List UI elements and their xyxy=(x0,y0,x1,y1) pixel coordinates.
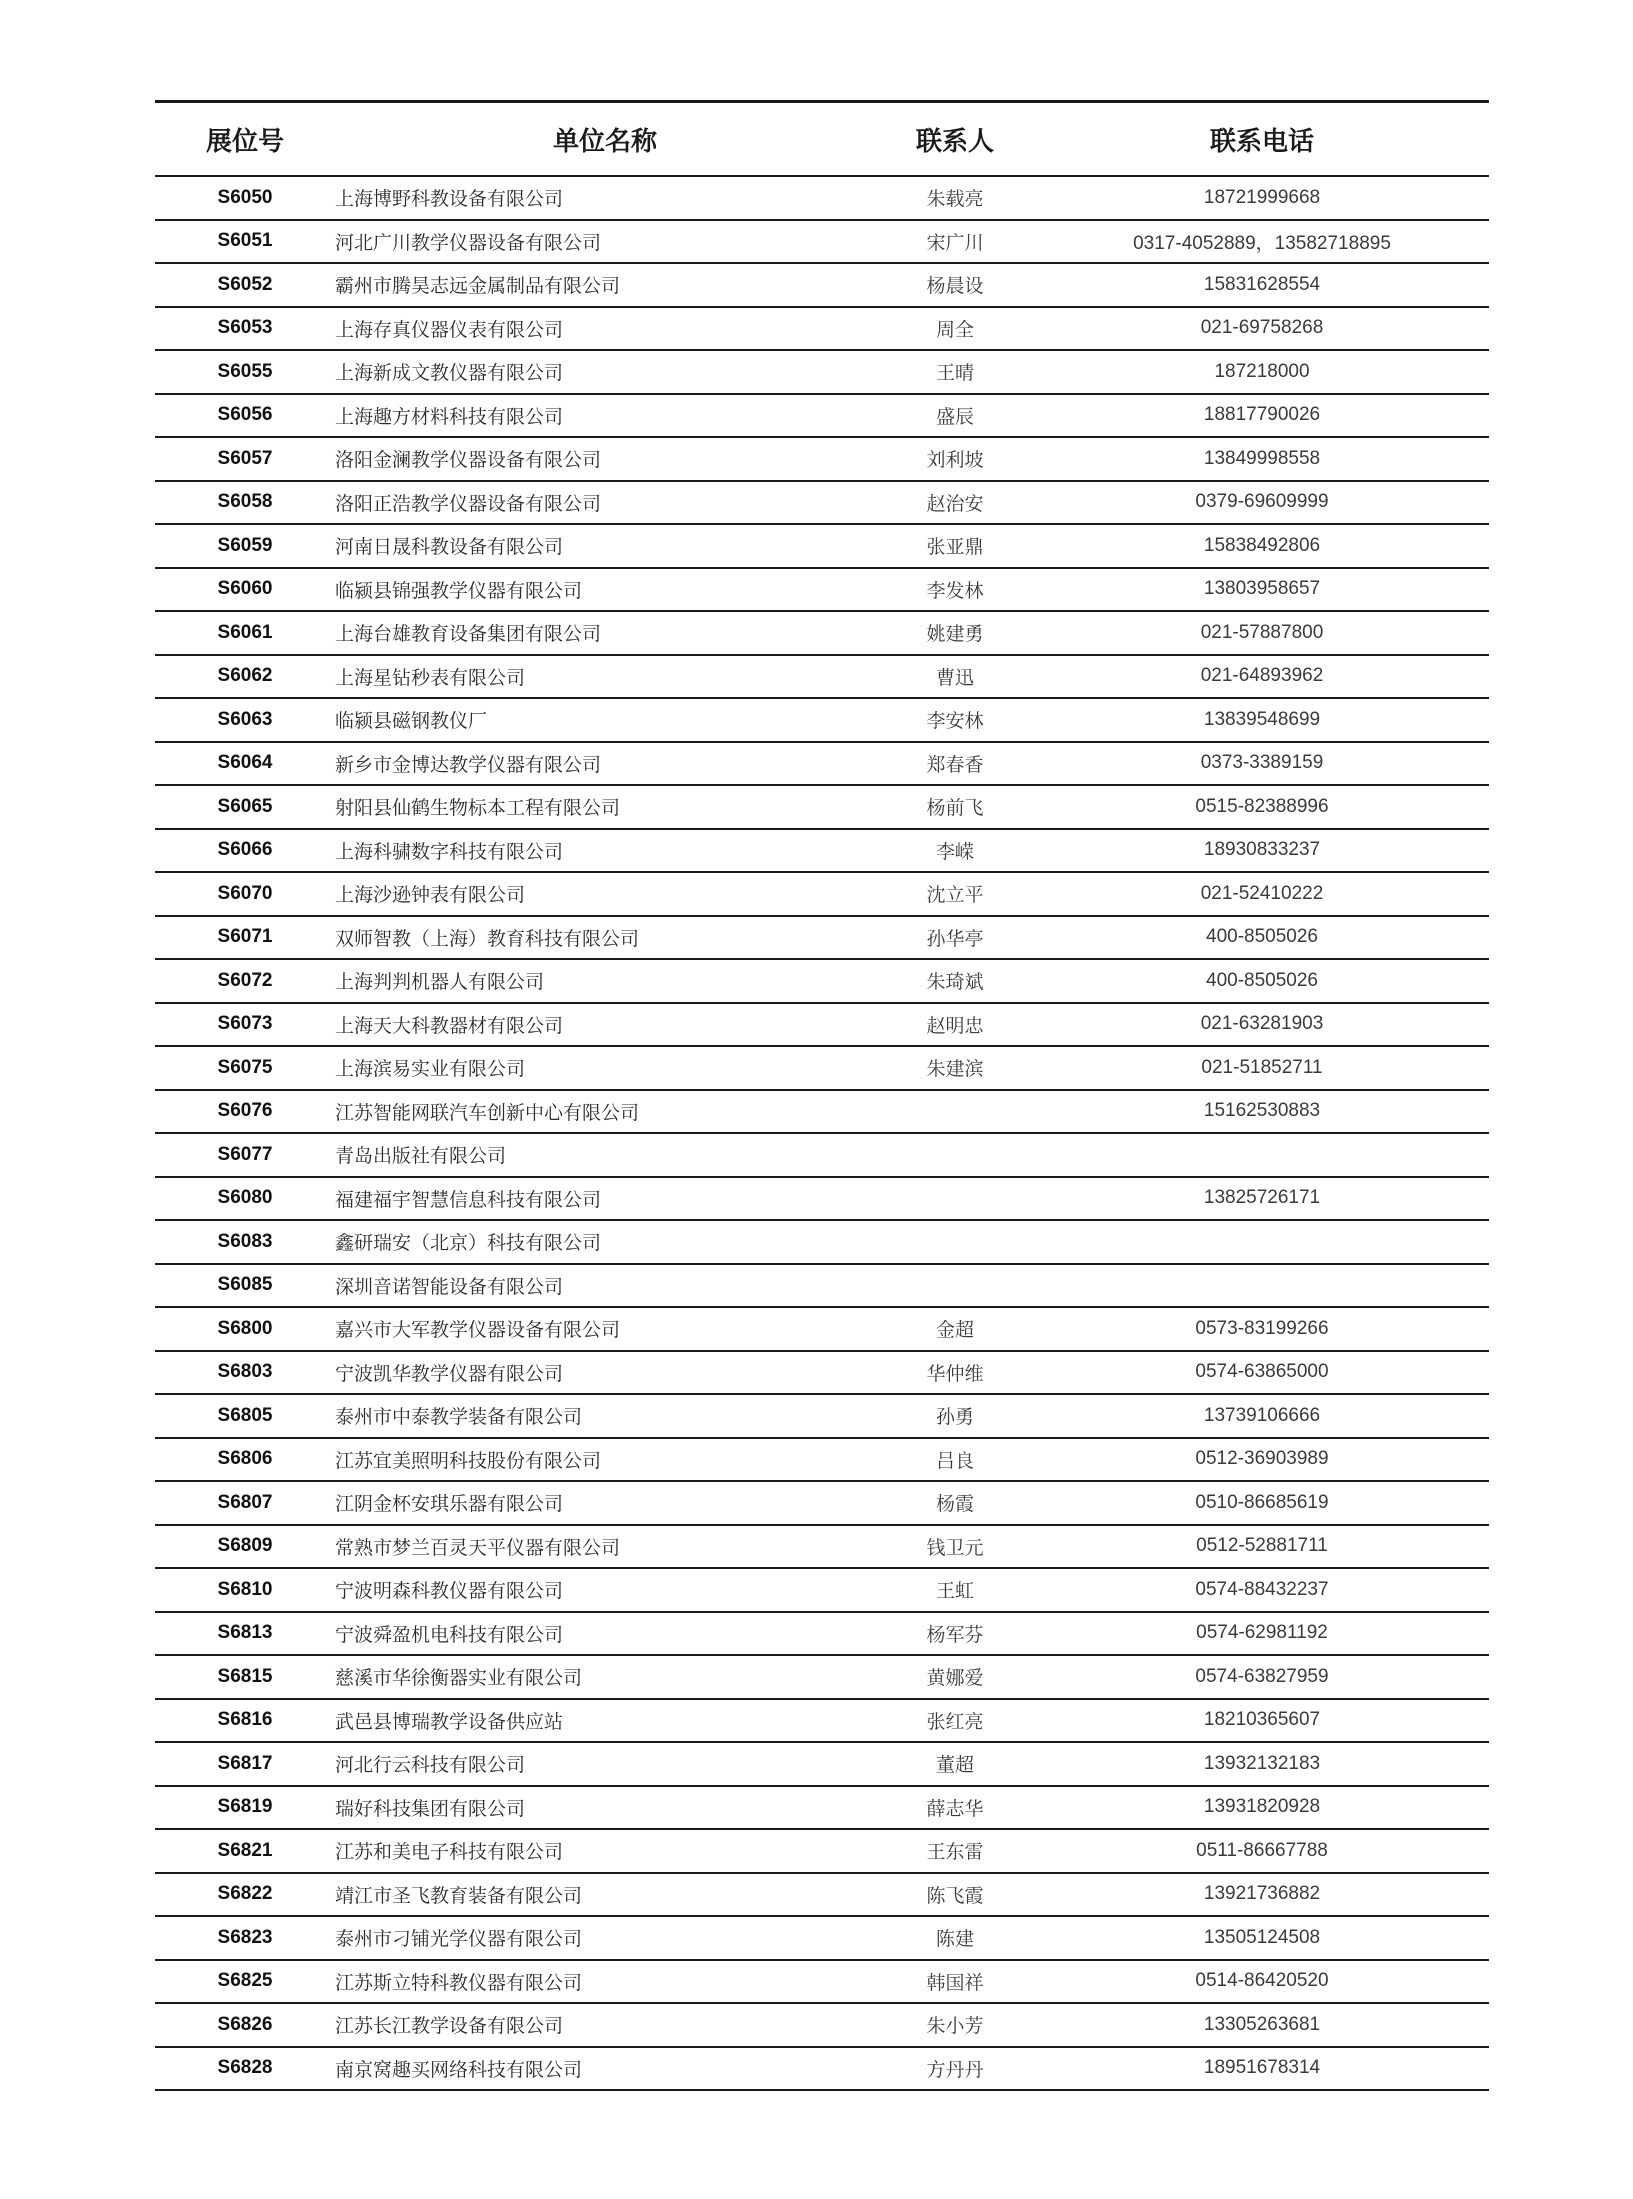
contact-person-cell: 韩国祥 xyxy=(875,1960,1035,2004)
company-name-cell: 泰州市中泰教学装备有限公司 xyxy=(335,1394,875,1438)
booth-number-cell: S6083 xyxy=(155,1220,335,1264)
booth-number-cell: S6066 xyxy=(155,829,335,873)
table-row xyxy=(155,1307,1489,1351)
table-row xyxy=(155,655,1489,699)
table-row xyxy=(155,176,1489,220)
company-name-cell: 福建福宇智慧信息科技有限公司 xyxy=(335,1177,875,1221)
contact-phone-cell: 0574-88432237 xyxy=(1035,1568,1489,1612)
booth-number-cell: S6059 xyxy=(155,524,335,568)
table-row xyxy=(155,1220,1489,1264)
booth-number-cell: S6826 xyxy=(155,2003,335,2047)
contact-phone-cell: 0514-86420520 xyxy=(1035,1960,1489,2004)
contact-phone-cell: 0573-83199266 xyxy=(1035,1307,1489,1351)
table-row xyxy=(155,1177,1489,1221)
booth-number-cell: S6070 xyxy=(155,872,335,916)
contact-person-cell: 杨军芬 xyxy=(875,1612,1035,1656)
contact-phone-cell: 15838492806 xyxy=(1035,524,1489,568)
company-name-cell: 上海科骕数字科技有限公司 xyxy=(335,829,875,873)
header-booth-number: 展位号 xyxy=(155,102,335,177)
contact-phone-cell: 13505124508 xyxy=(1035,1916,1489,1960)
contact-phone-cell: 0512-52881711 xyxy=(1035,1525,1489,1569)
contact-person-cell: 陈飞霞 xyxy=(875,1873,1035,1917)
booth-number-cell: S6053 xyxy=(155,307,335,351)
contact-phone-cell: 0379-69609999 xyxy=(1035,481,1489,525)
contact-phone-cell: 18951678314 xyxy=(1035,2047,1489,2091)
contact-person-cell: 杨晨设 xyxy=(875,263,1035,307)
table-row xyxy=(155,1090,1489,1134)
booth-number-cell: S6057 xyxy=(155,437,335,481)
contact-person-cell: 董超 xyxy=(875,1742,1035,1786)
contact-person-cell: 沈立平 xyxy=(875,872,1035,916)
company-name-cell: 河南日晟科教设备有限公司 xyxy=(335,524,875,568)
company-name-cell: 江苏智能网联汽车创新中心有限公司 xyxy=(335,1090,875,1134)
table-header-row xyxy=(155,102,1489,177)
contact-person-cell: 钱卫元 xyxy=(875,1525,1035,1569)
contact-person-cell: 郑春香 xyxy=(875,742,1035,786)
company-name-cell: 武邑县博瑞教学设备供应站 xyxy=(335,1699,875,1743)
table-row xyxy=(155,1786,1489,1830)
contact-phone-cell: 13803958657 xyxy=(1035,568,1489,612)
company-name-cell: 慈溪市华徐衡器实业有限公司 xyxy=(335,1655,875,1699)
table-row xyxy=(155,1351,1489,1395)
company-name-cell: 上海台雄教育设备集团有限公司 xyxy=(335,611,875,655)
table-row xyxy=(155,2047,1489,2091)
company-name-cell: 泰州市刁铺光学仪器有限公司 xyxy=(335,1916,875,1960)
booth-number-cell: S6085 xyxy=(155,1264,335,1308)
contact-person-cell: 吕良 xyxy=(875,1438,1035,1482)
booth-number-cell: S6062 xyxy=(155,655,335,699)
contact-phone-cell: 0515-82388996 xyxy=(1035,785,1489,829)
contact-phone-cell: 13921736882 xyxy=(1035,1873,1489,1917)
table-row xyxy=(155,742,1489,786)
booth-number-cell: S6076 xyxy=(155,1090,335,1134)
booth-number-cell: S6803 xyxy=(155,1351,335,1395)
table-row xyxy=(155,2003,1489,2047)
company-name-cell: 洛阳金澜教学仪器设备有限公司 xyxy=(335,437,875,481)
contact-phone-cell: 021-64893962 xyxy=(1035,655,1489,699)
booth-number-cell: S6071 xyxy=(155,916,335,960)
contact-phone-cell: 021-63281903 xyxy=(1035,1003,1489,1047)
booth-number-cell: S6809 xyxy=(155,1525,335,1569)
contact-person-cell: 李嵘 xyxy=(875,829,1035,873)
company-name-cell: 河北行云科技有限公司 xyxy=(335,1742,875,1786)
contact-person-cell: 朱建滨 xyxy=(875,1046,1035,1090)
table-row xyxy=(155,959,1489,1003)
table-row xyxy=(155,698,1489,742)
contact-person-cell: 王东雷 xyxy=(875,1829,1035,1873)
contact-person-cell: 王晴 xyxy=(875,350,1035,394)
contact-person-cell xyxy=(875,1177,1035,1221)
company-name-cell: 上海沙逊钟表有限公司 xyxy=(335,872,875,916)
company-name-cell: 上海滨易实业有限公司 xyxy=(335,1046,875,1090)
table-row xyxy=(155,1568,1489,1612)
contact-phone-cell: 0317-4052889，13582718895 xyxy=(1035,220,1489,264)
booth-number-cell: S6072 xyxy=(155,959,335,1003)
table-row xyxy=(155,611,1489,655)
table-row xyxy=(155,829,1489,873)
table-row xyxy=(155,394,1489,438)
table-row xyxy=(155,481,1489,525)
contact-phone-cell: 15831628554 xyxy=(1035,263,1489,307)
contact-person-cell: 曹迅 xyxy=(875,655,1035,699)
company-name-cell: 上海趣方材料科技有限公司 xyxy=(335,394,875,438)
contact-phone-cell: 0511-86667788 xyxy=(1035,1829,1489,1873)
booth-number-cell: S6823 xyxy=(155,1916,335,1960)
contact-person-cell: 张亚鼎 xyxy=(875,524,1035,568)
contact-person-cell: 周全 xyxy=(875,307,1035,351)
contact-phone-cell: 18721999668 xyxy=(1035,176,1489,220)
booth-number-cell: S6056 xyxy=(155,394,335,438)
contact-person-cell: 姚建勇 xyxy=(875,611,1035,655)
table-row xyxy=(155,1873,1489,1917)
contact-person-cell: 金超 xyxy=(875,1307,1035,1351)
header-company-name: 单位名称 xyxy=(335,102,875,177)
company-name-cell: 双师智教（上海）教育科技有限公司 xyxy=(335,916,875,960)
company-name-cell: 河北广川教学仪器设备有限公司 xyxy=(335,220,875,264)
contact-phone-cell: 187218000 xyxy=(1035,350,1489,394)
booth-number-cell: S6073 xyxy=(155,1003,335,1047)
contact-phone-cell: 18817790026 xyxy=(1035,394,1489,438)
booth-number-cell: S6800 xyxy=(155,1307,335,1351)
table-row xyxy=(155,568,1489,612)
contact-phone-cell: 13839548699 xyxy=(1035,698,1489,742)
contact-phone-cell xyxy=(1035,1220,1489,1264)
booth-number-cell: S6828 xyxy=(155,2047,335,2091)
contact-person-cell: 王虹 xyxy=(875,1568,1035,1612)
company-name-cell: 南京窝趣买网络科技有限公司 xyxy=(335,2047,875,2091)
contact-phone-cell: 021-69758268 xyxy=(1035,307,1489,351)
booth-number-cell: S6819 xyxy=(155,1786,335,1830)
table-row xyxy=(155,1133,1489,1177)
contact-person-cell xyxy=(875,1133,1035,1177)
company-name-cell: 靖江市圣飞教育装备有限公司 xyxy=(335,1873,875,1917)
exhibitor-list-page xyxy=(155,100,1489,2091)
booth-number-cell: S6813 xyxy=(155,1612,335,1656)
contact-phone-cell: 13739106666 xyxy=(1035,1394,1489,1438)
company-name-cell: 常熟市梦兰百灵天平仪器有限公司 xyxy=(335,1525,875,1569)
contact-person-cell: 朱琦斌 xyxy=(875,959,1035,1003)
booth-number-cell: S6077 xyxy=(155,1133,335,1177)
contact-phone-cell: 15162530883 xyxy=(1035,1090,1489,1134)
table-row xyxy=(155,307,1489,351)
company-name-cell: 霸州市腾昊志远金属制品有限公司 xyxy=(335,263,875,307)
company-name-cell: 上海新成文教仪器有限公司 xyxy=(335,350,875,394)
company-name-cell: 上海天大科教器材有限公司 xyxy=(335,1003,875,1047)
table-row xyxy=(155,1046,1489,1090)
table-row xyxy=(155,872,1489,916)
contact-person-cell: 宋广川 xyxy=(875,220,1035,264)
contact-person-cell: 李发林 xyxy=(875,568,1035,612)
booth-number-cell: S6816 xyxy=(155,1699,335,1743)
exhibitor-table xyxy=(155,100,1489,2091)
booth-number-cell: S6807 xyxy=(155,1481,335,1525)
contact-phone-cell: 021-51852711 xyxy=(1035,1046,1489,1090)
contact-phone-cell xyxy=(1035,1133,1489,1177)
booth-number-cell: S6822 xyxy=(155,1873,335,1917)
contact-phone-cell: 0574-63865000 xyxy=(1035,1351,1489,1395)
booth-number-cell: S6051 xyxy=(155,220,335,264)
contact-person-cell xyxy=(875,1090,1035,1134)
table-row xyxy=(155,263,1489,307)
table-row xyxy=(155,1916,1489,1960)
contact-phone-cell: 13931820928 xyxy=(1035,1786,1489,1830)
contact-phone-cell: 13849998558 xyxy=(1035,437,1489,481)
contact-person-cell: 张红亮 xyxy=(875,1699,1035,1743)
contact-phone-cell: 13932132183 xyxy=(1035,1742,1489,1786)
table-row xyxy=(155,1264,1489,1308)
table-row xyxy=(155,1960,1489,2004)
contact-person-cell: 方丹丹 xyxy=(875,2047,1035,2091)
contact-person-cell: 杨前飞 xyxy=(875,785,1035,829)
company-name-cell: 新乡市金博达教学仪器有限公司 xyxy=(335,742,875,786)
booth-number-cell: S6050 xyxy=(155,176,335,220)
company-name-cell: 嘉兴市大军教学仪器设备有限公司 xyxy=(335,1307,875,1351)
company-name-cell: 江苏长江教学设备有限公司 xyxy=(335,2003,875,2047)
company-name-cell: 上海存真仪器仪表有限公司 xyxy=(335,307,875,351)
contact-phone-cell: 0373-3389159 xyxy=(1035,742,1489,786)
header-contact-phone: 联系电话 xyxy=(1035,102,1489,177)
contact-person-cell: 朱载亮 xyxy=(875,176,1035,220)
company-name-cell: 上海星钻秒表有限公司 xyxy=(335,655,875,699)
table-row xyxy=(155,1481,1489,1525)
contact-person-cell: 杨霞 xyxy=(875,1481,1035,1525)
booth-number-cell: S6080 xyxy=(155,1177,335,1221)
table-row xyxy=(155,437,1489,481)
table-row xyxy=(155,524,1489,568)
table-row xyxy=(155,350,1489,394)
company-name-cell: 深圳音诺智能设备有限公司 xyxy=(335,1264,875,1308)
table-row xyxy=(155,916,1489,960)
company-name-cell: 临颍县磁钢教仪厂 xyxy=(335,698,875,742)
table-row xyxy=(155,1655,1489,1699)
company-name-cell: 青岛出版社有限公司 xyxy=(335,1133,875,1177)
table-row xyxy=(155,1003,1489,1047)
booth-number-cell: S6810 xyxy=(155,1568,335,1612)
company-name-cell: 洛阳正浩教学仪器设备有限公司 xyxy=(335,481,875,525)
contact-person-cell: 赵明忠 xyxy=(875,1003,1035,1047)
table-row xyxy=(155,1525,1489,1569)
table-row xyxy=(155,1394,1489,1438)
contact-phone-cell xyxy=(1035,1264,1489,1308)
company-name-cell: 上海博野科教设备有限公司 xyxy=(335,176,875,220)
contact-phone-cell: 18930833237 xyxy=(1035,829,1489,873)
table-row xyxy=(155,1612,1489,1656)
booth-number-cell: S6817 xyxy=(155,1742,335,1786)
booth-number-cell: S6063 xyxy=(155,698,335,742)
company-name-cell: 江苏和美电子科技有限公司 xyxy=(335,1829,875,1873)
contact-person-cell xyxy=(875,1220,1035,1264)
contact-phone-cell: 021-52410222 xyxy=(1035,872,1489,916)
table-row xyxy=(155,1438,1489,1482)
booth-number-cell: S6064 xyxy=(155,742,335,786)
contact-phone-cell: 0510-86685619 xyxy=(1035,1481,1489,1525)
company-name-cell: 临颍县锦强教学仪器有限公司 xyxy=(335,568,875,612)
contact-phone-cell: 18210365607 xyxy=(1035,1699,1489,1743)
booth-number-cell: S6805 xyxy=(155,1394,335,1438)
booth-number-cell: S6065 xyxy=(155,785,335,829)
table-row xyxy=(155,1742,1489,1786)
company-name-cell: 鑫研瑞安（北京）科技有限公司 xyxy=(335,1220,875,1264)
contact-person-cell: 孙华亭 xyxy=(875,916,1035,960)
company-name-cell: 江苏斯立特科教仪器有限公司 xyxy=(335,1960,875,2004)
contact-person-cell xyxy=(875,1264,1035,1308)
company-name-cell: 江苏宜美照明科技股份有限公司 xyxy=(335,1438,875,1482)
contact-phone-cell: 0574-63827959 xyxy=(1035,1655,1489,1699)
company-name-cell: 宁波明森科教仪器有限公司 xyxy=(335,1568,875,1612)
company-name-cell: 瑞好科技集团有限公司 xyxy=(335,1786,875,1830)
contact-phone-cell: 13825726171 xyxy=(1035,1177,1489,1221)
booth-number-cell: S6055 xyxy=(155,350,335,394)
booth-number-cell: S6052 xyxy=(155,263,335,307)
booth-number-cell: S6806 xyxy=(155,1438,335,1482)
booth-number-cell: S6060 xyxy=(155,568,335,612)
contact-phone-cell: 0512-36903989 xyxy=(1035,1438,1489,1482)
company-name-cell: 宁波舜盈机电科技有限公司 xyxy=(335,1612,875,1656)
table-row xyxy=(155,220,1489,264)
booth-number-cell: S6075 xyxy=(155,1046,335,1090)
table-body xyxy=(155,176,1489,2090)
company-name-cell: 宁波凯华教学仪器有限公司 xyxy=(335,1351,875,1395)
contact-person-cell: 李安林 xyxy=(875,698,1035,742)
header-contact-person: 联系人 xyxy=(875,102,1035,177)
booth-number-cell: S6061 xyxy=(155,611,335,655)
company-name-cell: 江阴金杯安琪乐器有限公司 xyxy=(335,1481,875,1525)
contact-phone-cell: 13305263681 xyxy=(1035,2003,1489,2047)
contact-phone-cell: 400-8505026 xyxy=(1035,916,1489,960)
contact-person-cell: 陈建 xyxy=(875,1916,1035,1960)
table-row xyxy=(155,785,1489,829)
contact-person-cell: 刘利坡 xyxy=(875,437,1035,481)
contact-person-cell: 黄娜爱 xyxy=(875,1655,1035,1699)
table-row xyxy=(155,1699,1489,1743)
booth-number-cell: S6815 xyxy=(155,1655,335,1699)
contact-phone-cell: 400-8505026 xyxy=(1035,959,1489,1003)
contact-phone-cell: 0574-62981192 xyxy=(1035,1612,1489,1656)
contact-person-cell: 薛志华 xyxy=(875,1786,1035,1830)
booth-number-cell: S6821 xyxy=(155,1829,335,1873)
contact-person-cell: 孙勇 xyxy=(875,1394,1035,1438)
contact-person-cell: 朱小芳 xyxy=(875,2003,1035,2047)
contact-phone-cell: 021-57887800 xyxy=(1035,611,1489,655)
booth-number-cell: S6825 xyxy=(155,1960,335,2004)
contact-person-cell: 赵治安 xyxy=(875,481,1035,525)
company-name-cell: 射阳县仙鹤生物标本工程有限公司 xyxy=(335,785,875,829)
table-row xyxy=(155,1829,1489,1873)
contact-person-cell: 盛辰 xyxy=(875,394,1035,438)
company-name-cell: 上海判判机器人有限公司 xyxy=(335,959,875,1003)
booth-number-cell: S6058 xyxy=(155,481,335,525)
contact-person-cell: 华仲维 xyxy=(875,1351,1035,1395)
